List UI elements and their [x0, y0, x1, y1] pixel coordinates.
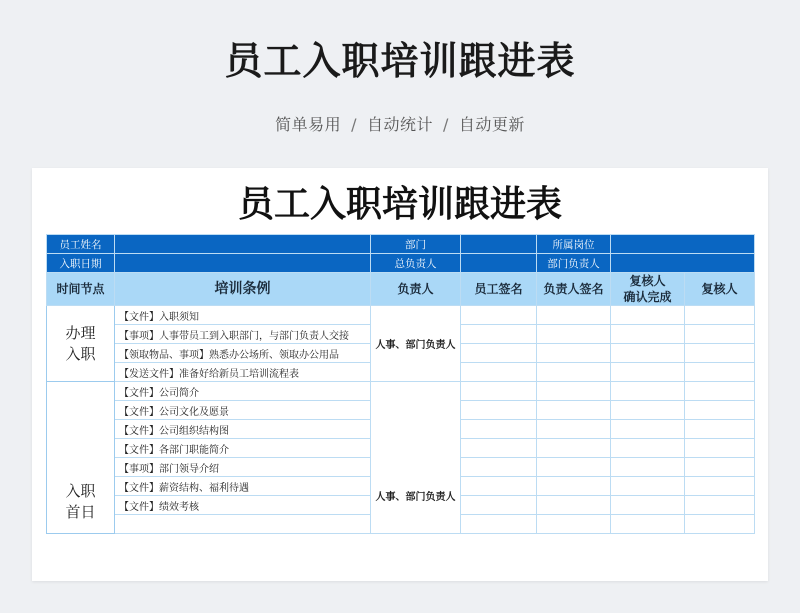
table-row — [47, 306, 755, 325]
responsible-sign-cell[interactable] — [537, 496, 611, 515]
responsible-sign-cell[interactable] — [537, 306, 611, 325]
employee-name-label: 员工姓名 — [47, 235, 115, 254]
reviewer-confirm-cell[interactable] — [611, 325, 685, 344]
responsible-sign-cell[interactable] — [537, 458, 611, 477]
reviewer-confirm-cell[interactable] — [611, 496, 685, 515]
info-row-1 — [47, 235, 755, 254]
responsible-sign-cell[interactable] — [537, 344, 611, 363]
item-cell — [115, 515, 371, 534]
stage-cell — [47, 306, 115, 382]
employee-sign-cell[interactable] — [461, 306, 537, 325]
reviewer-cell[interactable] — [685, 363, 755, 382]
employee-sign-cell[interactable] — [461, 439, 537, 458]
reviewer-cell[interactable] — [685, 458, 755, 477]
reviewer-confirm-cell[interactable] — [611, 363, 685, 382]
employee-sign-cell[interactable] — [461, 477, 537, 496]
department-field[interactable] — [461, 235, 537, 254]
stage-line-1: 办理 — [65, 323, 96, 342]
stage-header: 时间节点 — [47, 273, 115, 306]
employee-sign-cell[interactable] — [461, 401, 537, 420]
item-cell: 【事项】人事带员工到入职部门，与部门负责人交接 — [115, 325, 371, 344]
item-cell: 【发送文件】准备好给新员工培训流程表 — [115, 363, 371, 382]
reviewer-cell[interactable] — [685, 477, 755, 496]
responsible-sign-cell[interactable] — [537, 420, 611, 439]
reviewer-cell[interactable] — [685, 325, 755, 344]
employee-sign-cell[interactable] — [461, 363, 537, 382]
stage-cell — [47, 382, 115, 534]
reviewer-confirm-cell[interactable] — [611, 515, 685, 534]
employee-sign-cell[interactable] — [461, 515, 537, 534]
responsible-sign-cell[interactable] — [537, 401, 611, 420]
employee-sign-cell[interactable] — [461, 420, 537, 439]
general-manager-label: 总负责人 — [371, 254, 461, 273]
responsible-sign-cell[interactable] — [537, 325, 611, 344]
subtitle-separator: / — [351, 115, 357, 134]
item-cell: 【文件】公司文化及愿景 — [115, 401, 371, 420]
responsible-sign-cell[interactable] — [537, 382, 611, 401]
reviewer-confirm-cell[interactable] — [611, 382, 685, 401]
reviewer-cell[interactable] — [685, 515, 755, 534]
reviewer-cell[interactable] — [685, 306, 755, 325]
responsible-sign-header: 负责人签名 — [537, 273, 611, 306]
reviewer-cell[interactable] — [685, 496, 755, 515]
page-subtitle — [0, 112, 800, 135]
subtitle-item-3: 自动更新 — [458, 115, 525, 134]
item-cell: 【事项】部门领导介绍 — [115, 458, 371, 477]
position-field[interactable] — [611, 235, 755, 254]
entry-date-field[interactable] — [115, 254, 371, 273]
reviewer-cell[interactable] — [685, 382, 755, 401]
header-row — [47, 273, 755, 306]
reviewer-confirm-cell[interactable] — [611, 420, 685, 439]
responsible-sign-cell[interactable] — [537, 477, 611, 496]
reviewer-confirm-cell[interactable] — [611, 458, 685, 477]
reviewer-confirm-line-1: 复核人 — [629, 274, 666, 288]
reviewer-confirm-cell[interactable] — [611, 439, 685, 458]
training-table — [46, 234, 755, 534]
responsible-text: 人事、部门负责人 — [375, 492, 456, 503]
item-cell: 【文件】公司组织结构图 — [115, 420, 371, 439]
reviewer-confirm-line-2: 确认完成 — [623, 290, 672, 304]
item-cell: 【文件】入职须知 — [115, 306, 371, 325]
spreadsheet-preview — [32, 168, 768, 581]
reviewer-cell[interactable] — [685, 420, 755, 439]
employee-sign-cell[interactable] — [461, 382, 537, 401]
employee-sign-cell[interactable] — [461, 325, 537, 344]
responsible-sign-cell[interactable] — [537, 515, 611, 534]
items-header: 培训条例 — [115, 273, 371, 306]
dept-manager-label: 部门负责人 — [537, 254, 611, 273]
responsible-sign-cell[interactable] — [537, 363, 611, 382]
stage-line-2: 首日 — [65, 503, 96, 521]
item-cell: 【领取物品、事项】熟悉办公场所、领取办公用品 — [115, 344, 371, 363]
sheet-title: 员工入职培训跟进表 — [237, 184, 562, 225]
item-cell: 【文件】各部门职能简介 — [115, 439, 371, 458]
responsible-sign-cell[interactable] — [537, 439, 611, 458]
reviewer-header: 复核人 — [685, 273, 755, 306]
employee-sign-cell[interactable] — [461, 496, 537, 515]
reviewer-confirm-cell[interactable] — [611, 401, 685, 420]
item-cell: 【文件】公司简介 — [115, 382, 371, 401]
subtitle-item-1: 简单易用 — [275, 115, 342, 134]
reviewer-confirm-header — [611, 273, 685, 306]
responsible-cell — [371, 382, 461, 534]
reviewer-confirm-cell[interactable] — [611, 344, 685, 363]
employee-name-field[interactable] — [115, 235, 371, 254]
reviewer-confirm-cell[interactable] — [611, 477, 685, 496]
page-title: 员工入职培训跟进表 — [224, 39, 576, 83]
position-label: 所属岗位 — [537, 235, 611, 254]
responsible-cell: 人事、部门负责人 — [371, 306, 461, 382]
stage-line-1: 入职 — [65, 482, 96, 500]
info-row-2 — [47, 254, 755, 273]
reviewer-confirm-cell[interactable] — [611, 306, 685, 325]
subtitle-separator: / — [443, 115, 449, 134]
department-label: 部门 — [371, 235, 461, 254]
item-cell: 【文件】绩效考核 — [115, 496, 371, 515]
employee-sign-cell[interactable] — [461, 458, 537, 477]
item-cell: 【文件】薪资结构、福利待遇 — [115, 477, 371, 496]
general-manager-field[interactable] — [461, 254, 537, 273]
dept-manager-field[interactable] — [611, 254, 755, 273]
reviewer-cell[interactable] — [685, 401, 755, 420]
employee-sign-header: 员工签名 — [461, 273, 537, 306]
entry-date-label: 入职日期 — [47, 254, 115, 273]
subtitle-item-2: 自动统计 — [366, 115, 433, 134]
reviewer-cell[interactable] — [685, 344, 755, 363]
reviewer-cell[interactable] — [685, 439, 755, 458]
table-row — [47, 382, 755, 401]
employee-sign-cell[interactable] — [461, 344, 537, 363]
stage-line-2: 入职 — [65, 344, 96, 363]
responsible-header: 负责人 — [371, 273, 461, 306]
